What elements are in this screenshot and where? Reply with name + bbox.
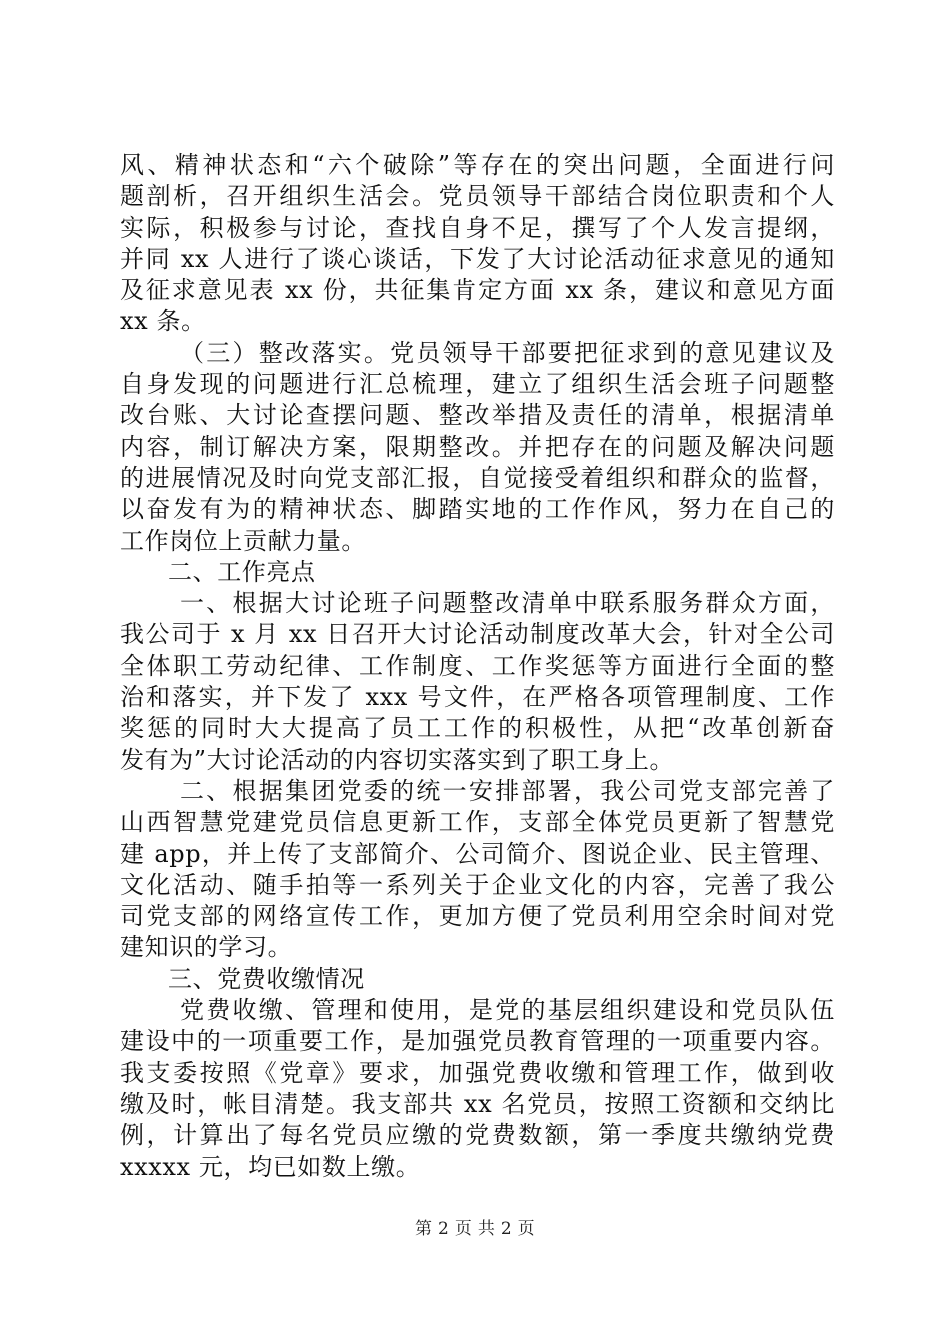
text-line: xxxxx 元，均已如数上缴。 <box>120 1152 421 1181</box>
text-line: 全体职工劳动纪律、工作制度、工作奖惩等方面进行全面的整 <box>120 651 835 680</box>
text-line: 山西智慧党建党员信息更新工作，支部全体党员更新了智慧党 <box>120 808 835 837</box>
text-line: 我公司于 x 月 xx 日召开大讨论活动制度改革大会，针对全公司 <box>120 620 835 649</box>
text-line: 三、党费收缴情况 <box>168 964 365 993</box>
text-line: 奖惩的同时大大提高了员工工作的积极性，从把“改革创新奋 <box>120 714 835 743</box>
text-line: 建知识的学习。 <box>120 933 293 962</box>
text-line: 二、根据集团党委的统一安排部署，我公司党支部完善了 <box>180 776 835 805</box>
text-line: 自身发现的问题进行汇总梳理，建立了组织生活会班子问题整 <box>120 370 835 399</box>
page-footer: 第 2 页 共 2 页 <box>415 1219 535 1239</box>
text-line: 及征求意见表 xx 份，共征集肯定方面 xx 条，建议和意见方面 <box>120 276 835 305</box>
text-line: （三）整改落实。党员领导干部要把征求到的意见建议及 <box>180 338 835 367</box>
text-line: 的进展情况及时向党支部汇报，自觉接受着组织和群众的监督， <box>120 463 835 492</box>
text-line: 建 app，并上传了支部简介、公司简介、图说企业、民主管理、 <box>120 839 835 868</box>
text-line: xx 条。 <box>120 307 206 336</box>
text-line: 并同 xx 人进行了谈心谈话，下发了大讨论活动征求意见的通知 <box>120 244 835 273</box>
text-line: 建设中的一项重要工作，是加强党员教育管理的一项重要内容。 <box>120 1027 835 1056</box>
text-line: 工作岗位上贡献力量。 <box>120 526 366 555</box>
text-line: 党费收缴、管理和使用，是党的基层组织建设和党员队伍 <box>180 996 835 1025</box>
text-line: 缴及时，帐目清楚。我支部共 xx 名党员，按照工资额和交纳比 <box>120 1089 835 1118</box>
text-line: 司党支部的网络宣传工作，更加方便了党员利用空余时间对党 <box>120 902 835 931</box>
text-line: 一、根据大讨论班子问题整改清单中联系服务群众方面， <box>180 589 835 618</box>
text-line: 文化活动、随手拍等一系列关于企业文化的内容，完善了我公 <box>120 870 835 899</box>
text-line: 例，计算出了每名党员应缴的党费数额，第一季度共缴纳党费 <box>120 1121 835 1150</box>
text-line: 发有为”大讨论活动的内容切实落实到了职工身上。 <box>120 745 675 774</box>
text-line: 改台账、大讨论查摆问题、整改举措及责任的清单，根据清单 <box>120 401 835 430</box>
text-line: 以奋发有为的精神状态、脚踏实地的工作作风，努力在自己的 <box>120 495 835 524</box>
document-body <box>120 150 835 1183</box>
text-line: 风、精神状态和“六个破除”等存在的突出问题，全面进行问 <box>120 151 835 179</box>
text-line: 实际，积极参与讨论，查找自身不足，撰写了个人发言提纲， <box>120 213 835 242</box>
text-line: 题剖析，召开组织生活会。党员领导干部结合岗位职责和个人 <box>120 182 835 211</box>
text-line: 内容，制订解决方案，限期整改。并把存在的问题及解决问题 <box>120 432 835 461</box>
text-line: 治和落实，并下发了 xxx 号文件，在严格各项管理制度、工作 <box>120 683 835 712</box>
text-line: 二、工作亮点 <box>168 557 316 586</box>
text-line: 我支委按照《党章》要求，加强党费收缴和管理工作，做到收 <box>120 1058 835 1087</box>
